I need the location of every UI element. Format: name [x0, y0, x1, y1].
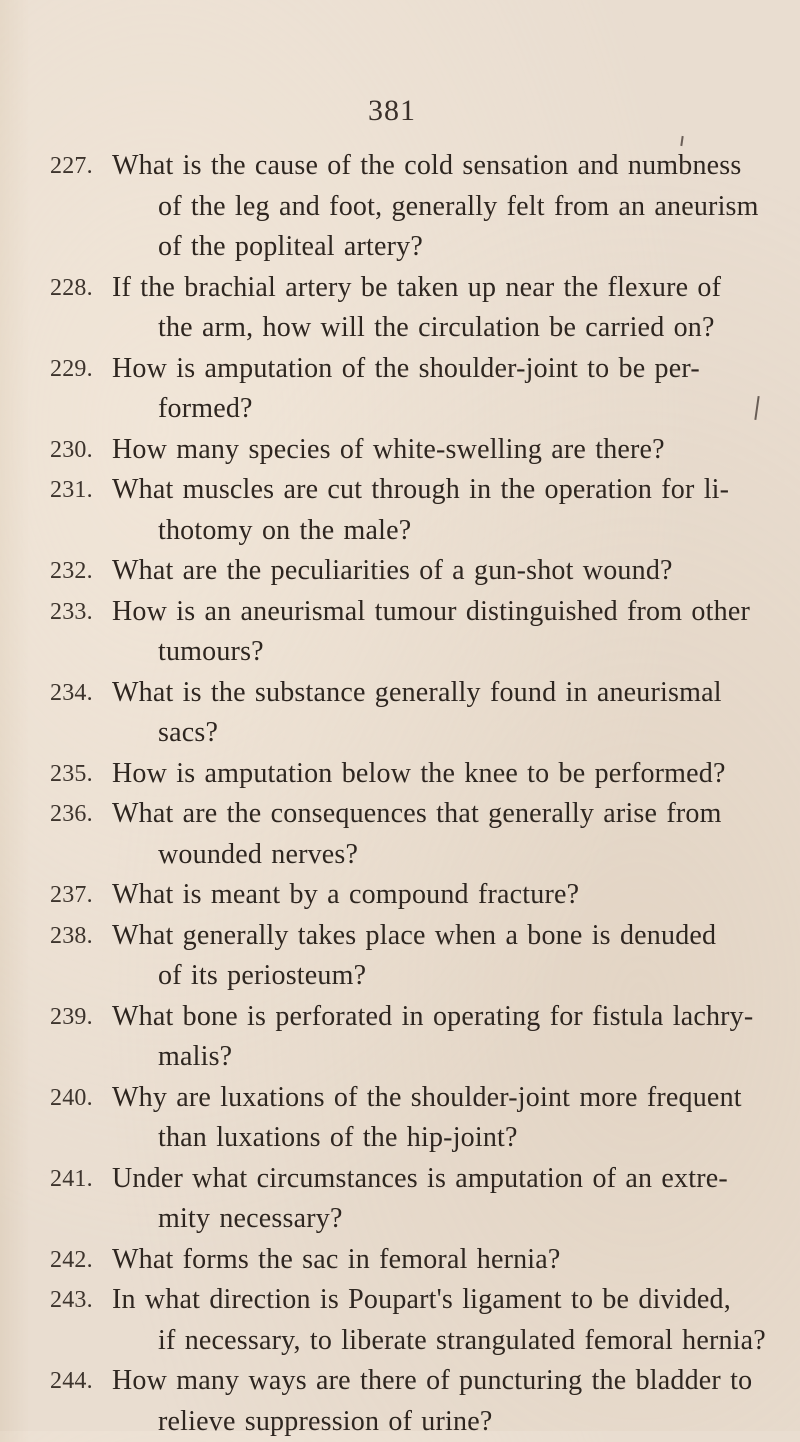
question-number: 237.: [50, 875, 108, 916]
question-text: How is amputation of the shoulder-joint to be per-: [50, 349, 770, 390]
question-text-continued: sacs?: [50, 713, 770, 754]
ink-mark: [680, 136, 683, 146]
question-text: How many ways are there of puncturing the bladder to: [50, 1361, 770, 1402]
question-item: [50, 997, 770, 1078]
question-number: 239.: [50, 997, 108, 1038]
question-number: 228.: [50, 268, 108, 309]
question-number: 236.: [50, 794, 108, 835]
question-item: [50, 146, 770, 268]
question-text-continued: the arm, how will the circulation be carried on?: [50, 308, 770, 349]
question-text: What bone is perforated in operating for fistula lachry-: [50, 997, 770, 1038]
question-item: [50, 916, 770, 997]
question-number: 227.: [50, 146, 108, 187]
question-item: [50, 592, 770, 673]
question-item: [50, 754, 770, 795]
question-text-continued: mity necessary?: [50, 1199, 770, 1240]
question-item: [50, 268, 770, 349]
question-text: How is an aneurismal tumour distinguished from other: [50, 592, 770, 633]
question-text-continued: of the leg and foot, generally felt from an aneurism: [50, 187, 770, 228]
question-item: [50, 1240, 770, 1281]
question-number: 240.: [50, 1078, 108, 1119]
question-text: How many species of white-swelling are there?: [50, 430, 770, 471]
question-list: [50, 146, 770, 1442]
question-text: What muscles are cut through in the operation for li-: [50, 470, 770, 511]
question-text-continued: formed?: [50, 389, 770, 430]
question-number: 229.: [50, 349, 108, 390]
question-text-continued: wounded nerves?: [50, 835, 770, 876]
question-text-continued: of its periosteum?: [50, 956, 770, 997]
question-number: 231.: [50, 470, 108, 511]
question-number: 244.: [50, 1361, 108, 1402]
question-text-continued: relieve suppression of urine?: [50, 1402, 770, 1442]
question-number: 243.: [50, 1280, 108, 1321]
question-text: What is the cause of the cold sensation and numbness: [50, 146, 770, 187]
question-item: [50, 1280, 770, 1361]
question-text-continued: thotomy on the male?: [50, 511, 770, 552]
question-item: [50, 349, 770, 430]
question-text-continued: than luxations of the hip-joint?: [50, 1118, 770, 1159]
question-text-continued: if necessary, to liberate strangulated femoral hernia?: [50, 1321, 770, 1362]
question-item: [50, 1159, 770, 1240]
page-number: 381: [368, 94, 416, 128]
question-text: What forms the sac in femoral hernia?: [50, 1240, 770, 1281]
question-text: What is meant by a compound fracture?: [50, 875, 770, 916]
question-number: 234.: [50, 673, 108, 714]
question-text-continued: of the popliteal artery?: [50, 227, 770, 268]
question-text: Under what circumstances is amputation of an extre-: [50, 1159, 770, 1200]
question-text: What is the substance generally found in aneurismal: [50, 673, 770, 714]
question-text: Why are luxations of the shoulder-joint more frequent: [50, 1078, 770, 1119]
question-text: If the brachial artery be taken up near the flexure of: [50, 268, 770, 309]
question-text-continued: tumours?: [50, 632, 770, 673]
question-number: 233.: [50, 592, 108, 633]
question-item: [50, 875, 770, 916]
question-number: 232.: [50, 551, 108, 592]
question-number: 241.: [50, 1159, 108, 1200]
question-text: In what direction is Poupart's ligament to be divided,: [50, 1280, 770, 1321]
question-text: What are the consequences that generally arise from: [50, 794, 770, 835]
question-number: 242.: [50, 1240, 108, 1281]
question-item: [50, 551, 770, 592]
question-item: [50, 470, 770, 551]
question-number: 238.: [50, 916, 108, 957]
question-item: [50, 1078, 770, 1159]
question-item: [50, 794, 770, 875]
question-text: What are the peculiarities of a gun-shot wound?: [50, 551, 770, 592]
question-item: [50, 673, 770, 754]
question-text-continued: malis?: [50, 1037, 770, 1078]
question-number: 235.: [50, 754, 108, 795]
question-item: [50, 430, 770, 471]
question-item: [50, 1361, 770, 1442]
question-text: How is amputation below the knee to be performed?: [50, 754, 770, 795]
question-text: What generally takes place when a bone is denuded: [50, 916, 770, 957]
question-number: 230.: [50, 430, 108, 471]
